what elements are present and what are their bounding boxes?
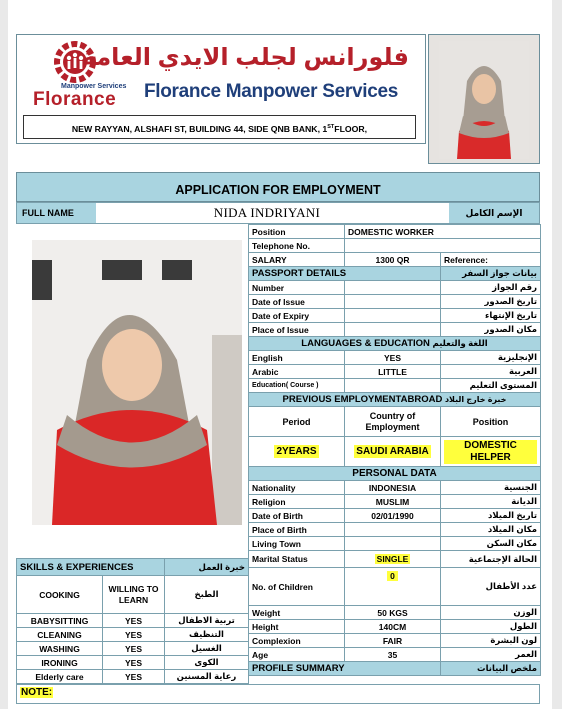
religion-value: MUSLIM: [345, 495, 441, 509]
expiry-date-value: [345, 309, 441, 323]
skill-row: [17, 614, 249, 628]
languages-header-en: LANGUAGES & EDUCATION: [301, 338, 430, 349]
cooking-value: WILLING TO LEARN: [103, 576, 165, 614]
children-ar: عدد الأطفال: [441, 568, 541, 606]
education-label: Education( Course ): [249, 379, 345, 393]
dob-value: 02/01/1990: [345, 509, 441, 523]
weight-label: Weight: [249, 606, 345, 620]
previous-position-value: DOMESTIC HELPER: [444, 440, 537, 464]
issue-date-ar: تاريخ الصدور: [441, 295, 541, 309]
address-floor: FLOOR,: [334, 123, 368, 134]
birth-place-label: Place of Birth: [249, 523, 345, 537]
previous-values-row: [249, 437, 541, 467]
telephone-label: Telephone No.: [249, 239, 345, 253]
position-row: [249, 225, 541, 239]
full-name-value: NIDA INDRIYANI: [213, 205, 321, 220]
ironing-value: YES: [103, 656, 165, 670]
expiry-date-label: Date of Expiry: [249, 309, 345, 323]
babysitting-label: BABYSITTING: [17, 614, 103, 628]
skills-header-ar: خبرة العمل: [165, 559, 249, 576]
height-label: Height: [249, 620, 345, 634]
reference-label: Reference:: [441, 253, 541, 267]
address-floor-sup: ST: [327, 124, 335, 130]
language-row: [249, 379, 541, 393]
body-row: [249, 620, 541, 634]
personal-row: [249, 509, 541, 523]
salary-value: 1300 QR: [345, 253, 441, 267]
birth-place-ar: مكان الميلاد: [441, 523, 541, 537]
expiry-date-ar: تاريخ الإنتهاء: [441, 309, 541, 323]
languages-header: [249, 337, 541, 351]
passport-header-ar: بيانات جواز السفر: [441, 267, 541, 281]
age-label: Age: [249, 648, 345, 662]
issue-date-value: [345, 295, 441, 309]
weight-value: 50 KGS: [345, 606, 441, 620]
nationality-ar: الجنسية: [441, 481, 541, 495]
application-page: [8, 0, 552, 709]
education-ar: المستوى التعليم: [441, 379, 541, 393]
skills-header: SKILLS & EXPERIENCES: [17, 559, 165, 576]
header-box: [16, 34, 426, 144]
body-row: [249, 634, 541, 648]
height-ar: الطول: [441, 620, 541, 634]
company-name: Florance Manpower Services: [143, 81, 399, 102]
language-row: [249, 365, 541, 379]
education-value: [345, 379, 441, 393]
children-label: No. of Children: [249, 568, 345, 606]
personal-row: [249, 495, 541, 509]
passport-header: PASSPORT DETAILS: [249, 267, 441, 281]
complexion-label: Complexion: [249, 634, 345, 648]
skill-row: [17, 670, 249, 684]
languages-header-row: [249, 337, 541, 351]
arabic-company-name: فلورانس لجلب الايدي العامة: [81, 44, 409, 71]
washing-ar: الغسيل: [165, 642, 249, 656]
form-title-band: [16, 172, 540, 202]
personal-row: [249, 537, 541, 551]
marital-value: SINGLE: [376, 554, 409, 564]
passport-number-label: Number: [249, 281, 345, 295]
telephone-value: [345, 239, 541, 253]
marital-label: Marital Status: [249, 551, 345, 568]
skills-table: [16, 558, 249, 684]
marital-row: [249, 551, 541, 568]
passport-number-ar: رقم الجواز: [441, 281, 541, 295]
marital-ar: الحالة الإجتماعية: [441, 551, 541, 568]
issue-place-ar: مكان الصدور: [441, 323, 541, 337]
personal-header-row: [249, 467, 541, 481]
dob-label: Date of Birth: [249, 509, 345, 523]
note-row: [16, 684, 540, 704]
form-title: APPLICATION FOR EMPLOYMENT: [175, 183, 381, 197]
passport-header-row: [249, 267, 541, 281]
previous-columns-row: [249, 407, 541, 437]
age-ar: العمر: [441, 648, 541, 662]
position-column-header: Position: [441, 407, 541, 437]
arabic-label: Arabic: [249, 365, 345, 379]
babysitting-value: YES: [103, 614, 165, 628]
cleaning-value: YES: [103, 628, 165, 642]
details-table: [248, 224, 541, 676]
personal-row: [249, 523, 541, 537]
cleaning-ar: التنظيف: [165, 628, 249, 642]
children-row: [249, 568, 541, 606]
passport-row: [249, 309, 541, 323]
skill-row: [17, 656, 249, 670]
personal-row: [249, 481, 541, 495]
nationality-value: INDONESIA: [345, 481, 441, 495]
language-row: [249, 351, 541, 365]
english-label: English: [249, 351, 345, 365]
english-ar: الإنجليزية: [441, 351, 541, 365]
issue-date-label: Date of Issue: [249, 295, 345, 309]
birth-place-value: [345, 523, 441, 537]
address-box: [23, 115, 416, 139]
nationality-label: Nationality: [249, 481, 345, 495]
position-value: DOMESTIC WORKER: [345, 225, 541, 239]
washing-value: YES: [103, 642, 165, 656]
age-value: 35: [345, 648, 441, 662]
cleaning-label: CLEANING: [17, 628, 103, 642]
skills-header-row: [17, 559, 249, 576]
telephone-row: [249, 239, 541, 253]
complexion-ar: لون البشرة: [441, 634, 541, 648]
cooking-ar: الطبخ: [165, 576, 249, 614]
profile-summary-row: [249, 662, 541, 676]
arabic-value: LITTLE: [345, 365, 441, 379]
height-value: 140CM: [345, 620, 441, 634]
personal-header: PERSONAL DATA: [249, 467, 541, 481]
address-text: NEW RAYYAN, ALSHAFI ST, BUILDING 44, SIDE QNB BANK, 1: [71, 123, 328, 134]
applicant-photo-small: [428, 34, 540, 164]
issue-place-label: Place of Issue: [249, 323, 345, 337]
ironing-label: IRONING: [17, 656, 103, 670]
applicant-photo: [32, 240, 242, 525]
salary-label: SALARY: [249, 253, 345, 267]
skill-row: [17, 628, 249, 642]
languages-header-ar: اللغة والتعليم: [432, 338, 488, 348]
previous-header-en: PREVIOUS EMPLOYMENTABROAD: [282, 394, 443, 405]
passport-row: [249, 323, 541, 337]
passport-number-value: [345, 281, 441, 295]
skill-row: [17, 642, 249, 656]
weight-ar: الوزن: [441, 606, 541, 620]
religion-ar: الديانة: [441, 495, 541, 509]
period-column-header: Period: [249, 407, 345, 437]
children-value: 0: [387, 571, 398, 581]
living-town-value: [345, 537, 441, 551]
country-value: SAUDI ARABIA: [356, 446, 429, 457]
profile-summary-ar: ملخص البيانات: [441, 662, 541, 676]
skill-row: [17, 576, 249, 614]
body-row: [249, 606, 541, 620]
period-value: 2YEARS: [276, 446, 317, 457]
passport-row: [249, 295, 541, 309]
position-label: Position: [249, 225, 345, 239]
passport-row: [249, 281, 541, 295]
living-town-ar: مكان السكن: [441, 537, 541, 551]
logo-name: Florance: [33, 89, 117, 110]
elderly-care-label: Elderly care: [17, 670, 103, 684]
english-value: YES: [345, 351, 441, 365]
previous-header-ar: خبرة خارج البلاد: [444, 395, 507, 404]
full-name-label: FULL NAME: [17, 203, 96, 223]
religion-label: Religion: [249, 495, 345, 509]
country-column-header: Country of Employment: [345, 407, 441, 437]
previous-header: [249, 393, 541, 407]
issue-place-value: [345, 323, 441, 337]
body-row: [249, 648, 541, 662]
logo-tagline: Manpower Services: [61, 83, 127, 90]
dob-ar: تاريخ الميلاد: [441, 509, 541, 523]
arabic-ar: العربية: [441, 365, 541, 379]
salary-row: [249, 253, 541, 267]
babysitting-ar: تربية الاطفال: [165, 614, 249, 628]
previous-header-row: [249, 393, 541, 407]
note-label: NOTE:: [21, 687, 53, 698]
full-name-row: [16, 202, 540, 224]
profile-summary-label: PROFILE SUMMARY: [249, 662, 441, 676]
complexion-value: FAIR: [345, 634, 441, 648]
washing-label: WASHING: [17, 642, 103, 656]
full-name-label-ar: الإسم الكامل: [449, 203, 539, 223]
elderly-care-ar: رعاية المسنين: [165, 670, 249, 684]
cooking-label: COOKING: [17, 576, 103, 614]
living-town-label: Living Town: [249, 537, 345, 551]
ironing-ar: الكوى: [165, 656, 249, 670]
elderly-care-value: YES: [103, 670, 165, 684]
